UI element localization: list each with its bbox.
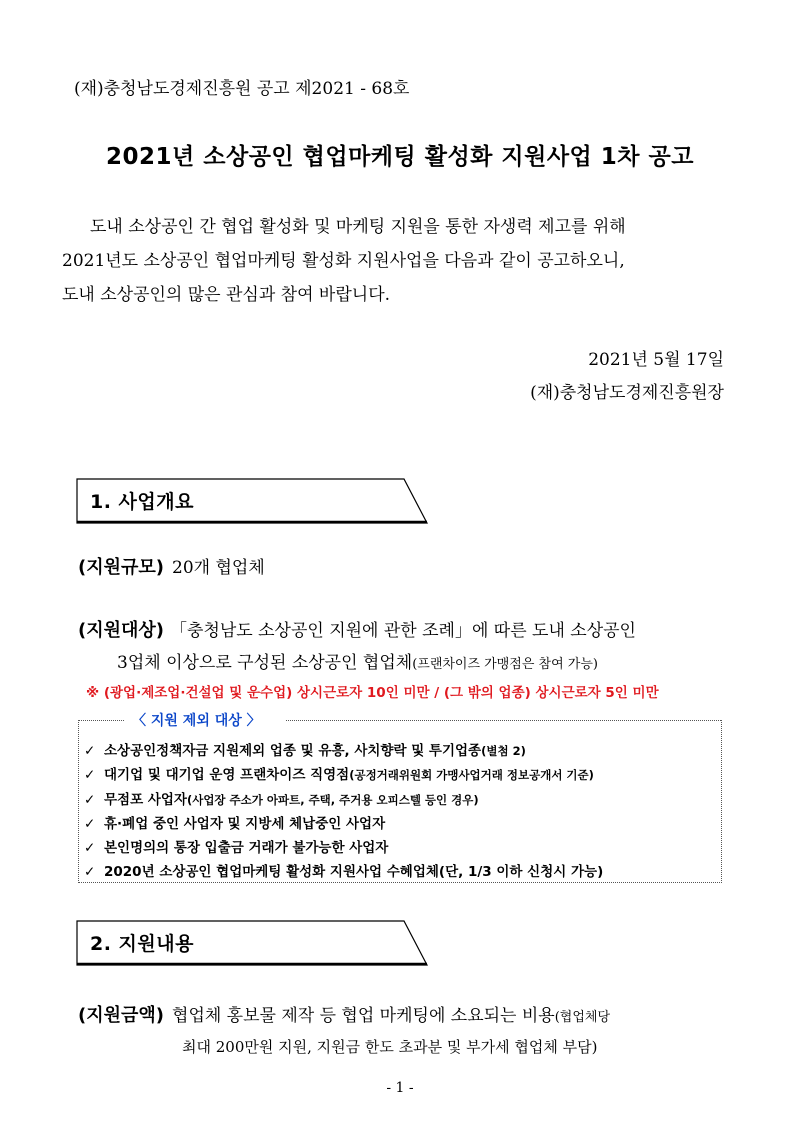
support-amount-row-2 xyxy=(182,1036,597,1057)
exclusion-item xyxy=(84,739,526,759)
exclusion-item xyxy=(84,812,385,832)
exclusion-item-text: 대기업 및 대기업 운영 프랜차이즈 직영점 xyxy=(104,767,350,783)
support-scale-row xyxy=(78,553,265,579)
exclusion-item-text: 본인명의의 통장 입출금 거래가 불가능한 사업자 xyxy=(104,840,389,856)
section-heading-overview xyxy=(76,478,428,524)
check-icon: ✓ xyxy=(84,864,96,880)
notice-date: 2021년 5월 17일 xyxy=(588,350,724,370)
support-target-note: (프랜차이즈 가맹점은 참여 가능) xyxy=(412,657,598,672)
section-heading-text: 1. 사업개요 xyxy=(90,491,194,513)
exclusion-item-note: (공정거래위원회 가맹사업거래 정보공개서 기준) xyxy=(349,768,594,782)
support-scale-label: (지원규모) xyxy=(78,557,165,578)
exclusion-item-note: (사업장 주소가 아파트, 주택, 주거용 오피스텔 등인 경우) xyxy=(186,793,479,807)
page-title: 2021년 소상공인 협업마케팅 활성화 지원사업 1차 공고 xyxy=(106,144,694,170)
exclusion-box-top-left xyxy=(78,720,124,721)
support-scale-value: 20개 협업체 xyxy=(172,558,265,578)
support-target-row-2 xyxy=(117,648,598,673)
support-target-text-2: 3업체 이상으로 구성된 소상공인 협업체 xyxy=(117,653,413,673)
exclusion-title: 〈 지원 제외 대상 〉 xyxy=(132,713,261,729)
intro-line-1: 도내 소상공인 간 협업 활성화 및 마케팅 지원을 통한 자생력 제고를 위해 xyxy=(90,217,626,237)
section-heading-text: 2. 지원내용 xyxy=(90,933,194,955)
exclusion-item-text: 소상공인정책자금 지원제외 업종 및 유흥, 사치향락 및 투기업종 xyxy=(104,743,482,759)
support-amount-text-2: 최대 200만원 지원, 지원금 한도 초과분 및 부가세 협업체 부담) xyxy=(182,1038,598,1056)
check-icon: ✓ xyxy=(84,792,96,808)
intro-paragraph xyxy=(62,210,752,312)
check-icon: ✓ xyxy=(84,767,96,783)
notice-number: (재)충청남도경제진흥원 공고 제2021 - 68호 xyxy=(74,79,410,99)
support-target-row xyxy=(78,616,636,642)
check-icon: ✓ xyxy=(84,816,96,832)
support-target-text-1: 「충청남도 소상공인 지원에 관한 조례」에 따른 도내 소상공인 xyxy=(170,621,636,641)
support-target-label: (지원대상) xyxy=(78,620,165,641)
support-amount-note: (협업체당 xyxy=(554,1010,611,1025)
support-amount-row xyxy=(78,1001,610,1027)
exclusion-box-top-right xyxy=(286,720,721,721)
intro-line-3: 도내 소상공인의 많은 관심과 참여 바랍니다. xyxy=(62,285,391,305)
exclusion-item-text: 무점포 사업자 xyxy=(104,792,187,808)
issuer-name: (재)충청남도경제진흥원장 xyxy=(530,383,724,403)
check-icon: ✓ xyxy=(84,743,96,759)
exclusion-item xyxy=(84,763,594,783)
support-amount-label: (지원금액) xyxy=(78,1005,165,1026)
exclusion-item xyxy=(84,860,603,880)
exclusion-item-text: 2020년 소상공인 협업마케팅 활성화 지원사업 수혜업체(단, 1/3 이하 신청시 가능) xyxy=(104,864,604,880)
support-amount-text-1: 협업체 홍보물 제작 등 협업 마케팅에 소요되는 비용 xyxy=(172,1006,555,1026)
section-heading-support-details xyxy=(76,920,428,966)
exclusion-item xyxy=(84,836,388,856)
exclusion-item-text: 휴·폐업 중인 사업자 및 지방세 체납중인 사업자 xyxy=(104,816,386,832)
intro-line-2: 2021년도 소상공인 협업마케팅 활성화 지원사업을 다음과 같이 공고하오니, xyxy=(62,251,625,271)
page-number: - 1 - xyxy=(386,1080,414,1096)
employee-limit-warning: ※ (광업·제조업·건설업 및 운수업) 상시근로자 10인 미만 / (그 밖의 업종) 상시근로자 5인 미만 xyxy=(86,685,659,701)
check-icon: ✓ xyxy=(84,840,96,856)
exclusion-item-note: (별첨 2) xyxy=(481,744,526,758)
exclusion-item xyxy=(84,788,479,808)
